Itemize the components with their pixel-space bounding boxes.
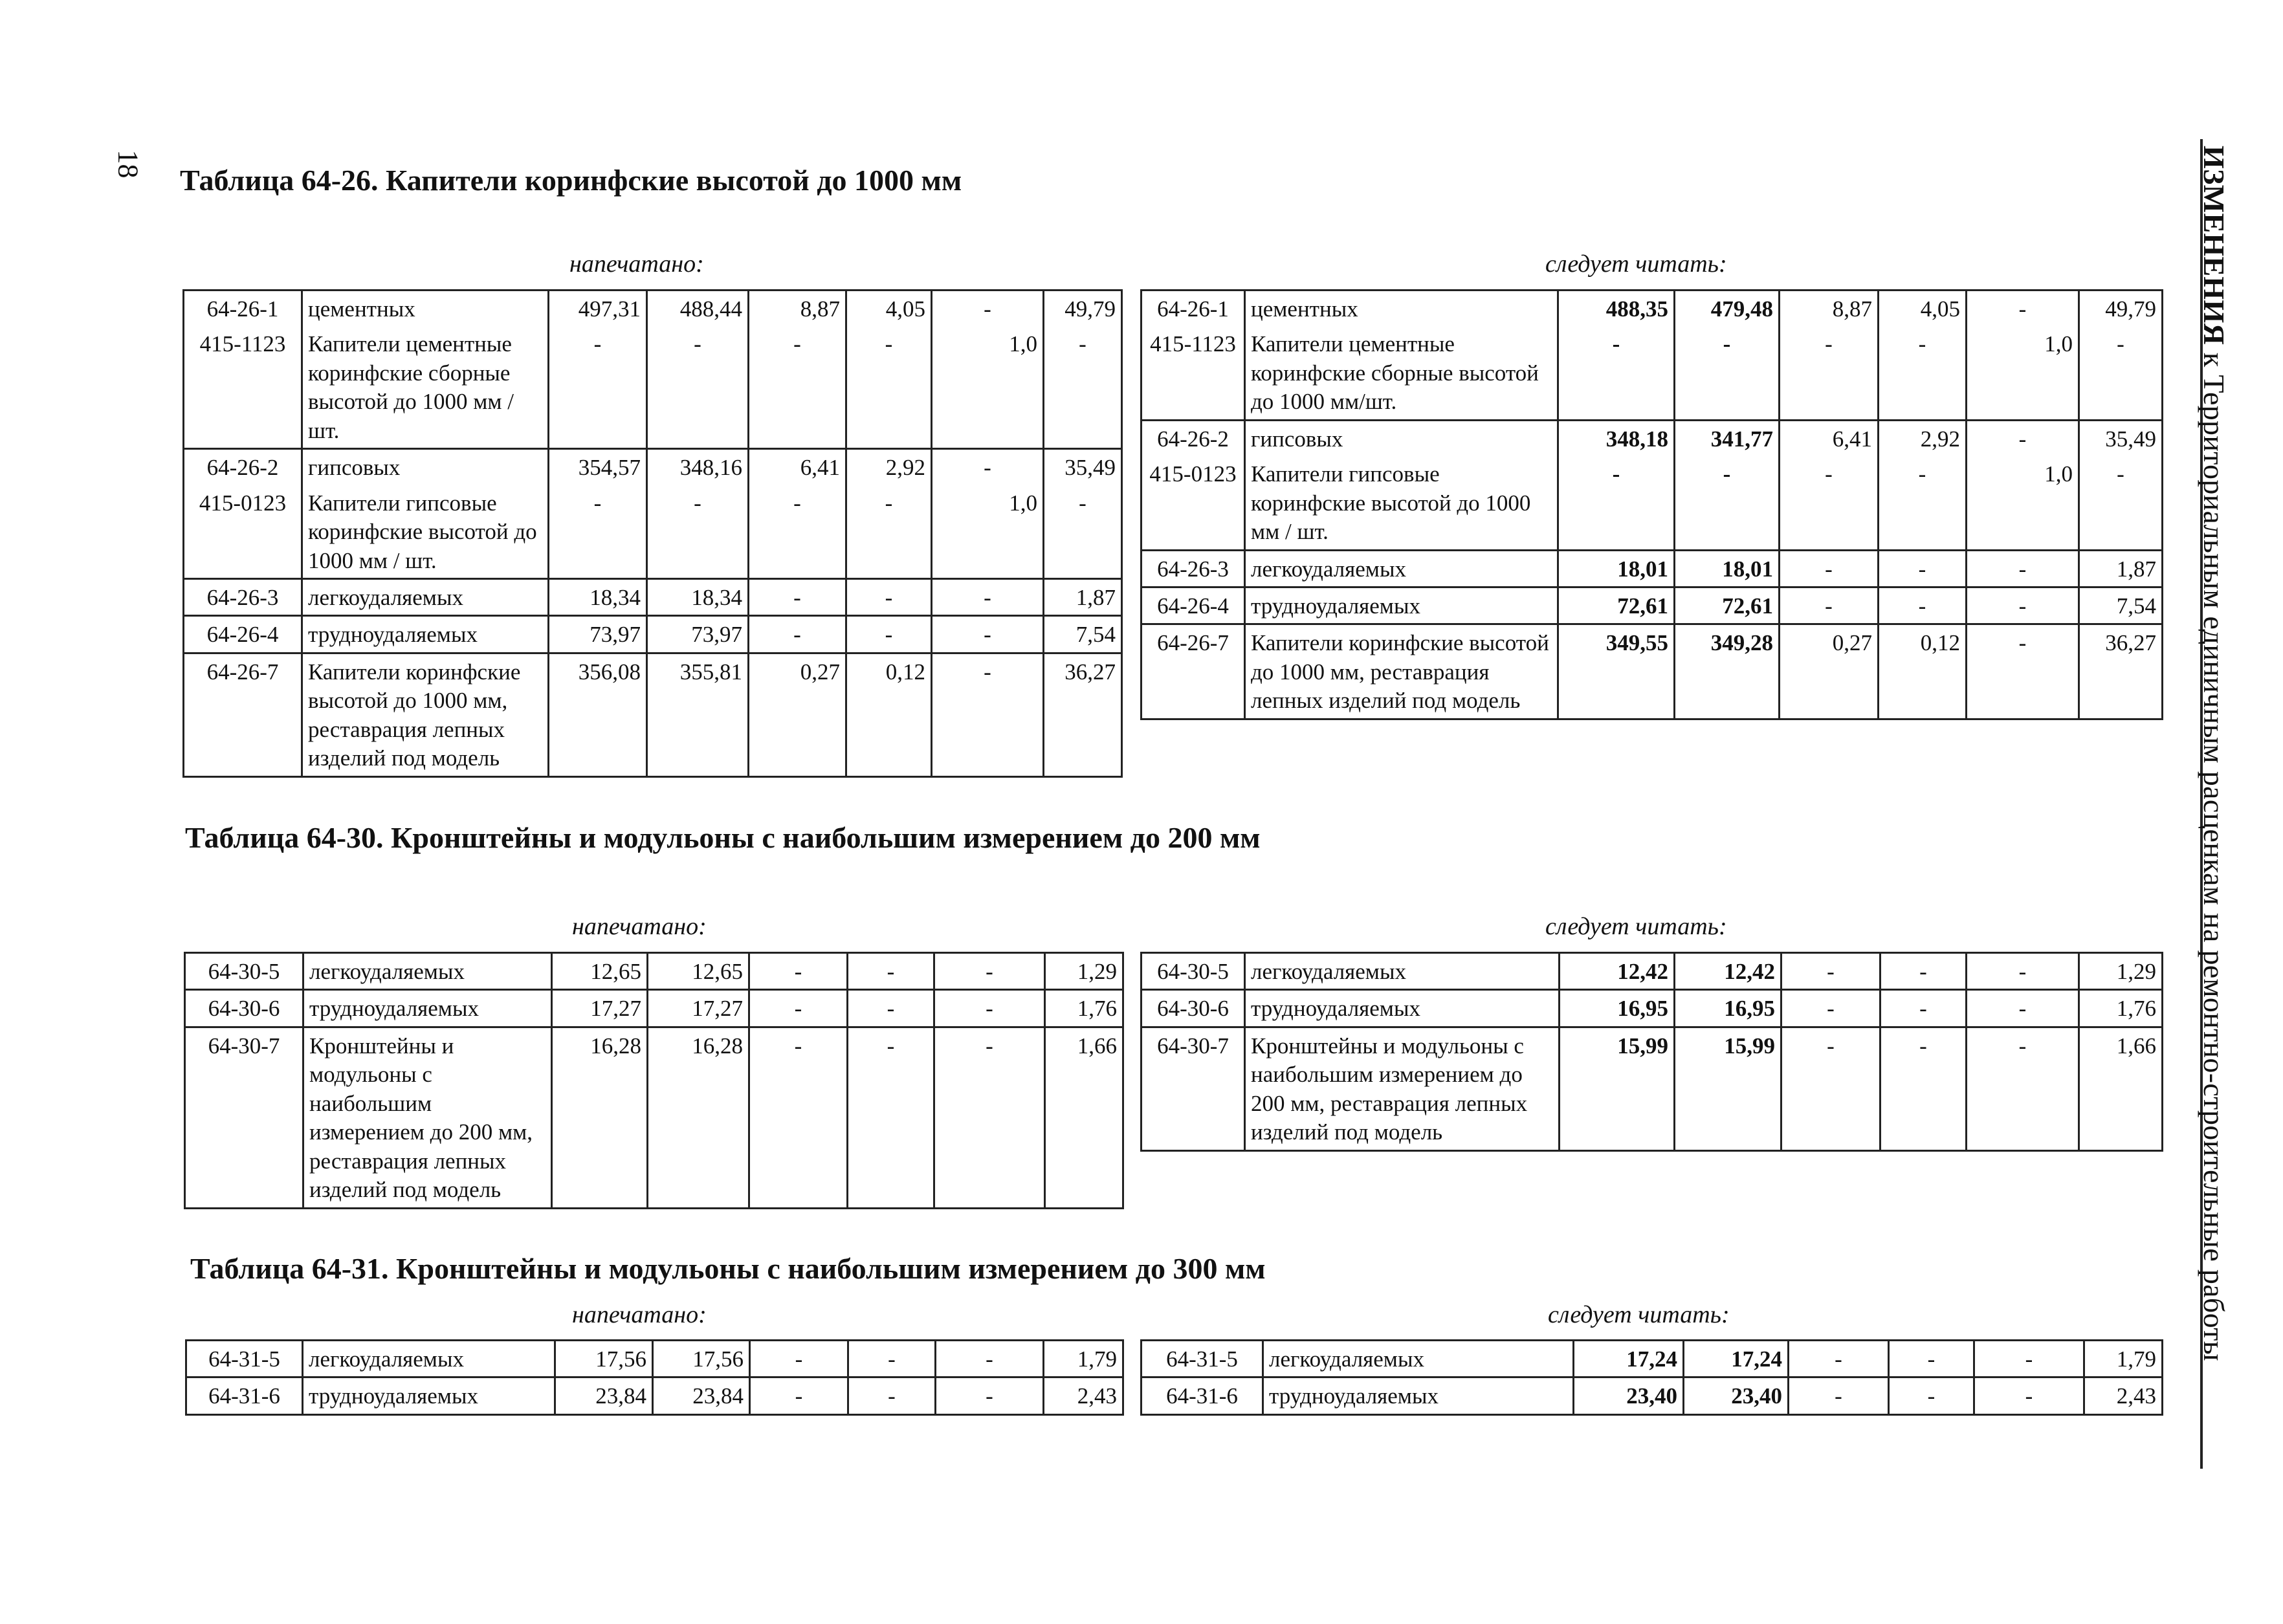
value-cell: -: [1879, 550, 1967, 587]
code-cell: 64-26-1: [184, 291, 302, 327]
value-cell: -: [932, 616, 1044, 653]
value-cell: 36,27: [1044, 653, 1122, 776]
value-cell: 1,29: [1045, 953, 1123, 990]
page-number: 18: [112, 149, 144, 179]
value-cell: 36,27: [2079, 624, 2163, 719]
value-cell: 341,77: [1675, 420, 1780, 456]
caption-correct-3: следует читать:: [1548, 1301, 1730, 1328]
value-cell: 354,57: [549, 449, 647, 485]
value-cell: 488,44: [647, 291, 749, 327]
value-cell: -: [1675, 326, 1780, 420]
value-cell: 348,18: [1558, 420, 1675, 456]
value-cell: 23,84: [653, 1377, 750, 1414]
description-cell: трудноудаляемых: [1245, 990, 1560, 1027]
description-cell: легкоудаляемых: [1245, 550, 1558, 587]
value-cell: -: [846, 326, 932, 448]
table-64-30-title: Таблица 64-30. Кронштейны и модульоны с наибольшим измерением до 200 мм: [185, 821, 1261, 854]
description-cell: трудноудаляемых: [303, 990, 552, 1027]
code-cell: 415-0123: [184, 485, 302, 579]
value-cell: -: [1781, 953, 1880, 990]
description-cell: Капители гипсовые коринфские высотой до 1000 мм / шт.: [302, 485, 549, 579]
value-cell: -: [1967, 550, 2079, 587]
code-cell: 415-1123: [184, 326, 302, 448]
value-cell: -: [932, 449, 1044, 485]
value-cell: -: [749, 953, 848, 990]
value-cell: 17,56: [555, 1341, 653, 1377]
value-cell: -: [936, 1341, 1044, 1377]
value-cell: -: [1780, 587, 1879, 624]
value-cell: 49,79: [1044, 291, 1122, 327]
value-cell: -: [934, 953, 1045, 990]
value-cell: -: [749, 326, 846, 448]
value-cell: 1,87: [2079, 550, 2163, 587]
value-cell: -: [1780, 326, 1879, 420]
value-cell: 73,97: [647, 616, 749, 653]
value-cell: -: [1558, 326, 1675, 420]
value-cell: -: [1780, 456, 1879, 550]
description-cell: цементных: [1245, 291, 1558, 327]
table-64-30-corrected: [1140, 952, 2163, 1152]
table-row: [184, 578, 1122, 615]
value-cell: 2,43: [2084, 1377, 2163, 1414]
value-cell: -: [749, 578, 846, 615]
table-row: [185, 953, 1123, 990]
table-row: [1142, 587, 2163, 624]
value-cell: 23,84: [555, 1377, 653, 1414]
value-cell: 7,54: [1044, 616, 1122, 653]
description-cell: Капители цементные коринфские сборные высотой до 1000 мм/шт.: [1245, 326, 1558, 420]
table-64-30-printed: [184, 952, 1124, 1209]
description-cell: трудноудаляемых: [302, 616, 549, 653]
code-cell: 64-30-6: [1142, 990, 1245, 1027]
table-64-26-title: Таблица 64-26. Капители коринфские высотой до 1000 мм: [180, 164, 962, 197]
value-cell: 1,66: [1045, 1027, 1123, 1208]
value-cell: -: [848, 1341, 936, 1377]
value-cell: 2,92: [1879, 420, 1967, 456]
value-cell: -: [848, 953, 934, 990]
value-cell: 72,61: [1675, 587, 1780, 624]
value-cell: -: [1889, 1377, 1974, 1414]
value-cell: 49,79: [2079, 291, 2163, 327]
value-cell: 12,65: [552, 953, 648, 990]
table-row: [1142, 550, 2163, 587]
description-cell: Капители цементные коринфские сборные высотой до 1000 мм / шт.: [302, 326, 549, 448]
table-row: [184, 616, 1122, 653]
code-cell: 64-31-5: [1142, 1341, 1263, 1377]
value-cell: -: [934, 1027, 1045, 1208]
value-cell: -: [1880, 1027, 1967, 1150]
value-cell: 2,43: [1044, 1377, 1123, 1414]
value-cell: 17,56: [653, 1341, 750, 1377]
description-cell: легкоудаляемых: [303, 1341, 555, 1377]
code-cell: 64-26-2: [184, 449, 302, 485]
table-row: [186, 1377, 1123, 1414]
value-cell: -: [932, 578, 1044, 615]
value-cell: 1,0: [932, 485, 1044, 579]
value-cell: 73,97: [549, 616, 647, 653]
table-row: [184, 449, 1122, 485]
value-cell: -: [1889, 1341, 1974, 1377]
code-cell: 64-26-4: [184, 616, 302, 653]
value-cell: 18,34: [647, 578, 749, 615]
value-cell: 35,49: [1044, 449, 1122, 485]
table-row: [185, 990, 1123, 1027]
table-row: [1142, 1027, 2163, 1150]
table-row: [186, 1341, 1123, 1377]
value-cell: 1,29: [2079, 953, 2163, 990]
value-cell: 1,0: [1967, 456, 2079, 550]
value-cell: -: [749, 485, 846, 579]
value-cell: -: [1967, 1027, 2079, 1150]
value-cell: 356,08: [549, 653, 647, 776]
value-cell: 17,27: [552, 990, 648, 1027]
value-cell: -: [1880, 990, 1967, 1027]
value-cell: -: [848, 1377, 936, 1414]
value-cell: 12,65: [648, 953, 749, 990]
value-cell: 497,31: [549, 291, 647, 327]
table-64-31-title: Таблица 64-31. Кронштейны и модульоны с наибольшим измерением до 300 мм: [190, 1252, 1266, 1285]
value-cell: -: [1789, 1341, 1889, 1377]
value-cell: 349,28: [1675, 624, 1780, 719]
table-row: [1142, 624, 2163, 719]
value-cell: -: [1675, 456, 1780, 550]
code-cell: 64-31-6: [1142, 1377, 1263, 1414]
value-cell: 0,12: [1879, 624, 1967, 719]
value-cell: 349,55: [1558, 624, 1675, 719]
value-cell: 35,49: [2079, 420, 2163, 456]
value-cell: 1,87: [1044, 578, 1122, 615]
value-cell: 8,87: [749, 291, 846, 327]
value-cell: 18,34: [549, 578, 647, 615]
value-cell: -: [846, 578, 932, 615]
value-cell: 348,16: [647, 449, 749, 485]
description-cell: легкоудаляемых: [1263, 1341, 1574, 1377]
code-cell: 64-30-6: [185, 990, 303, 1027]
value-cell: -: [750, 1377, 848, 1414]
caption-correct-2: следует читать:: [1545, 913, 1727, 940]
value-cell: 17,27: [648, 990, 749, 1027]
table-row: [184, 485, 1122, 579]
code-cell: 64-26-4: [1142, 587, 1245, 624]
value-cell: 12,42: [1560, 953, 1675, 990]
description-cell: Кронштейны и модульоны с наибольшим измерением до 200 мм, реставрация лепных изделий под модель: [1245, 1027, 1560, 1150]
value-cell: 16,28: [552, 1027, 648, 1208]
value-cell: 1,79: [1044, 1341, 1123, 1377]
value-cell: 6,41: [1780, 420, 1879, 456]
caption-printed-2: напечатано:: [572, 913, 707, 940]
description-cell: Капители коринфские высотой до 1000 мм, реставрация лепных изделий под модель: [1245, 624, 1558, 719]
value-cell: -: [2079, 456, 2163, 550]
table-row: [1142, 990, 2163, 1027]
value-cell: -: [1967, 587, 2079, 624]
value-cell: -: [749, 990, 848, 1027]
value-cell: -: [1967, 420, 2079, 456]
code-cell: 64-31-6: [186, 1377, 303, 1414]
value-cell: 479,48: [1675, 291, 1780, 327]
table-row: [1142, 1377, 2163, 1414]
table-64-31-corrected: [1140, 1339, 2163, 1416]
table-row: [184, 291, 1122, 327]
table-64-31-printed: [185, 1339, 1124, 1416]
value-cell: 0,12: [846, 653, 932, 776]
description-cell: цементных: [302, 291, 549, 327]
value-cell: -: [1044, 485, 1122, 579]
value-cell: -: [647, 326, 749, 448]
table-64-26-corrected: [1140, 289, 2163, 720]
value-cell: -: [749, 616, 846, 653]
code-cell: 64-31-5: [186, 1341, 303, 1377]
value-cell: -: [936, 1377, 1044, 1414]
value-cell: -: [1780, 550, 1879, 587]
value-cell: -: [2079, 326, 2163, 420]
value-cell: 23,40: [1574, 1377, 1684, 1414]
table-row: [184, 326, 1122, 448]
value-cell: -: [932, 653, 1044, 776]
value-cell: 12,42: [1675, 953, 1781, 990]
value-cell: 1,76: [1045, 990, 1123, 1027]
value-cell: -: [846, 616, 932, 653]
value-cell: 72,61: [1558, 587, 1675, 624]
value-cell: 6,41: [749, 449, 846, 485]
value-cell: -: [749, 1027, 848, 1208]
code-cell: 64-30-7: [1142, 1027, 1245, 1150]
description-cell: Кронштейны и модульоны с наибольшим измерением до 200 мм, реставрация лепных изделий под модель: [303, 1027, 552, 1208]
value-cell: -: [1879, 456, 1967, 550]
table-row: [1142, 420, 2163, 456]
description-cell: трудноудаляемых: [1263, 1377, 1574, 1414]
value-cell: -: [1558, 456, 1675, 550]
value-cell: -: [848, 990, 934, 1027]
value-cell: -: [848, 1027, 934, 1208]
value-cell: 1,66: [2079, 1027, 2163, 1150]
value-cell: 16,95: [1675, 990, 1781, 1027]
table-row: [1142, 326, 2163, 420]
code-cell: 64-26-2: [1142, 420, 1245, 456]
description-cell: легкоудаляемых: [302, 578, 549, 615]
value-cell: -: [1879, 326, 1967, 420]
value-cell: -: [846, 485, 932, 579]
description-cell: трудноудаляемых: [303, 1377, 555, 1414]
code-cell: 415-0123: [1142, 456, 1245, 550]
value-cell: -: [1967, 624, 2079, 719]
value-cell: -: [1967, 291, 2079, 327]
value-cell: 355,81: [647, 653, 749, 776]
caption-correct-1: следует читать:: [1545, 250, 1727, 278]
value-cell: 7,54: [2079, 587, 2163, 624]
value-cell: 18,01: [1675, 550, 1780, 587]
code-cell: 64-26-3: [184, 578, 302, 615]
code-cell: 64-26-7: [184, 653, 302, 776]
caption-printed-3: напечатано:: [572, 1301, 707, 1328]
table-row: [1142, 953, 2163, 990]
description-cell: Капители гипсовые коринфские высотой до 1000 мм / шт.: [1245, 456, 1558, 550]
value-cell: 16,95: [1560, 990, 1675, 1027]
value-cell: -: [1879, 587, 1967, 624]
table-row: [185, 1027, 1123, 1208]
value-cell: -: [750, 1341, 848, 1377]
value-cell: -: [1789, 1377, 1889, 1414]
value-cell: 15,99: [1560, 1027, 1675, 1150]
description-cell: легкоудаляемых: [303, 953, 552, 990]
value-cell: 2,92: [846, 449, 932, 485]
value-cell: -: [932, 291, 1044, 327]
code-cell: 64-26-3: [1142, 550, 1245, 587]
value-cell: 15,99: [1675, 1027, 1781, 1150]
table-row: [184, 653, 1122, 776]
value-cell: -: [1974, 1377, 2084, 1414]
value-cell: -: [1781, 990, 1880, 1027]
description-cell: легкоудаляемых: [1245, 953, 1560, 990]
value-cell: 16,28: [648, 1027, 749, 1208]
value-cell: -: [1974, 1341, 2084, 1377]
value-cell: -: [549, 485, 647, 579]
description-cell: трудноудаляемых: [1245, 587, 1558, 624]
value-cell: 8,87: [1780, 291, 1879, 327]
table-row: [1142, 456, 2163, 550]
value-cell: 1,0: [1967, 326, 2079, 420]
value-cell: -: [1781, 1027, 1880, 1150]
code-cell: 64-26-7: [1142, 624, 1245, 719]
description-cell: Капители коринфские высотой до 1000 мм, реставрация лепных изделий под модель: [302, 653, 549, 776]
value-cell: 17,24: [1684, 1341, 1789, 1377]
side-title-rest: к Территориальным единичным расценкам на ремонтно-строительные работы: [2198, 345, 2231, 1361]
value-cell: 0,27: [1780, 624, 1879, 719]
value-cell: -: [549, 326, 647, 448]
table-row: [1142, 1341, 2163, 1377]
code-cell: 64-30-7: [185, 1027, 303, 1208]
value-cell: 4,05: [1879, 291, 1967, 327]
value-cell: 17,24: [1574, 1341, 1684, 1377]
value-cell: 4,05: [846, 291, 932, 327]
description-cell: гипсовых: [1245, 420, 1558, 456]
value-cell: -: [1044, 326, 1122, 448]
value-cell: -: [1967, 990, 2079, 1027]
value-cell: 1,76: [2079, 990, 2163, 1027]
value-cell: -: [1967, 953, 2079, 990]
code-cell: 64-26-1: [1142, 291, 1245, 327]
side-title-bold: ИЗМЕНЕНИЯ: [2198, 146, 2231, 346]
code-cell: 64-30-5: [185, 953, 303, 990]
value-cell: 1,0: [932, 326, 1044, 448]
value-cell: -: [647, 485, 749, 579]
description-cell: гипсовых: [302, 449, 549, 485]
table-row: [1142, 291, 2163, 327]
value-cell: 23,40: [1684, 1377, 1789, 1414]
value-cell: 18,01: [1558, 550, 1675, 587]
value-cell: 488,35: [1558, 291, 1675, 327]
code-cell: 64-30-5: [1142, 953, 1245, 990]
value-cell: -: [934, 990, 1045, 1027]
value-cell: -: [1880, 953, 1967, 990]
value-cell: 1,79: [2084, 1341, 2163, 1377]
table-64-26-printed: [182, 289, 1123, 778]
caption-printed-1: напечатано:: [569, 250, 704, 278]
value-cell: 0,27: [749, 653, 846, 776]
code-cell: 415-1123: [1142, 326, 1245, 420]
side-title: [2197, 146, 2231, 1361]
